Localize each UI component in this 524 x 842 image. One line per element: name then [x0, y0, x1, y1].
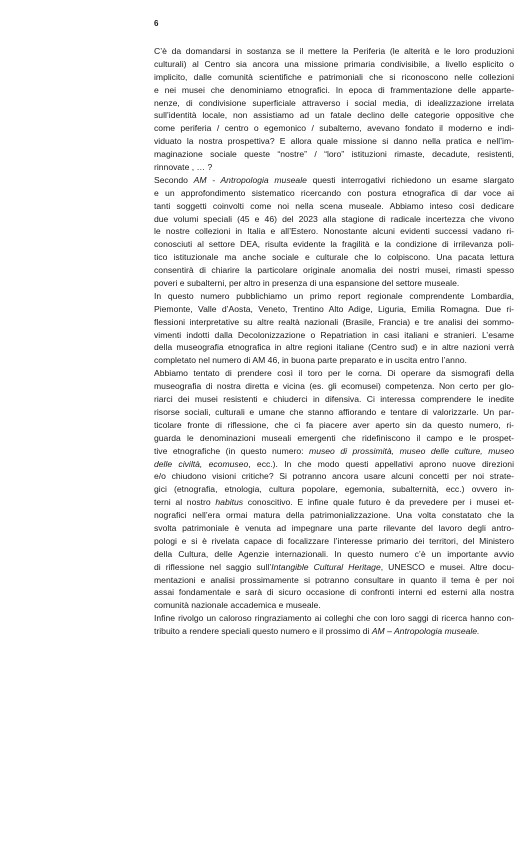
text-line: pologi e si è rivelata capace di focalizzare l’interesse primario dei territori, del Ministero [154, 535, 514, 546]
text-line: delle civiltà, ecomuseo, ecc.). In che modo questi appellativi aprono nuove direzioni [154, 458, 514, 469]
text-line: poveri e subalterni, per altro in presenza di una espansione del settore museale. [154, 278, 460, 289]
page-number: 6 [154, 19, 159, 28]
text-line: guarda le denominazioni museali emergenti che ridefiniscono il campo e le prospet- [154, 432, 514, 443]
text-line: di riflessione nel saggio sull’Intangible Cultural Heritage, UNESCO e musei. Altre docu- [154, 561, 514, 572]
text-line: maginazione sociale queste “nostre” / “loro” istituzioni rimaste, decadute, resistenti, [154, 149, 514, 160]
text-line: tive etnografiche (in questo numero: museo di prossimità, museo delle culture, museo [154, 445, 514, 456]
text-line: e/o chiudono visioni critiche? Si potranno ancora usare alcuni concetti per noi strate- [154, 471, 514, 482]
text-line: C’è da domandarsi in sostanza se il mettere la Periferia (le alterità e le loro produzioni [154, 46, 514, 56]
text-line: completato nel numero di AM 46, in buona parte preparato e in uscita entro l’anno. [154, 355, 467, 366]
text-line: Infine rivolgo un caloroso ringraziamento ai colleghi che con loro saggi di ricerca hanno con- [154, 613, 514, 624]
text-line: comunità nazionale accademica e museale. [154, 600, 321, 611]
text-line: Piemonte, Valle d’Aosta, Veneto, Trentino Alto Adige, Liguria, Emilia Romagna. Due ri- [154, 303, 514, 314]
text-line: assai fondamentale e sarà di sicuro occasione di confronti interni ed esterni alla nostra [154, 587, 514, 598]
text-line: viduato la nostra prospettiva? E allora quale missione si danno nella pratica e nell’im- [154, 136, 514, 147]
text-line: Secondo AM - Antropologia museale questi interrogativi richiedono un esame slargato [154, 174, 514, 185]
text-line: museografia di nostra diretta e vicina (es. gli ecomusei) competenza. Non certo per glo- [154, 381, 514, 392]
text-line: flessioni interpretative su altre realtà nazionali (Brasile, Francia) e tre analisi dei sommo- [154, 316, 514, 327]
text-line: svolta patrimoniale è venuta ad impegnare una parte rilevante del lavoro degli antro- [154, 522, 514, 533]
text-line: conosciuti al settore DEA, risulta evidente la fragilità e la condizione di irrilevanza poli- [154, 239, 514, 250]
text-line: della Cultura, delle Agenzie internazionali. In questo numero c’è un importante avvio [154, 548, 514, 559]
editorial-text [154, 45, 514, 638]
text-line: gici (etnografia, etnologia, cultura popolare, egemonia, subalternità, ecc.) ovvero in- [154, 484, 514, 495]
text-line: come periferia / centro o egemonico / subalterno, avevano fondato il moderno e indi- [154, 123, 514, 134]
text-line: implicito, dalle comunità scientifiche e patrimoniali che si riconoscono nelle collezioni [154, 71, 514, 82]
text-line: vimenti indotti dalla Decolonizzazione o Repatriation in casi italiani e stranieri. L’esame [154, 329, 514, 340]
text-line: le nostre collezioni in Italia e all’Estero. Nonostante alcuni evidenti successi vadano ri- [154, 226, 514, 237]
text-line: due volumi speciali (45 e 46) del 2023 alla stagione di radicale incertezza che vivono [154, 213, 514, 224]
text-line: ticolare fronte di riflessione, che ci fa piacere aver aperto sin da questo numero, ri- [154, 419, 514, 430]
text-line: tribuito a rendere speciali questo numero e il prossimo di AM – Antropologia museale. [154, 626, 480, 637]
text-line: riarci dei musei resistenti e chiuderci in difensiva. Ci interessa comprendere le inedite [154, 394, 514, 405]
text-line: e un approfondimento sistematico ricercando con postura etnografica di dar voce ai [154, 187, 514, 198]
text-line: In questo numero pubblichiamo un primo report regionale comprendente Lombardia, [154, 290, 514, 301]
text-line: terni al nostro habitus conoscitivo. E infine quale futuro è da prevedere per i musei et- [154, 497, 514, 508]
text-line: e nei musei che denominiamo etnografici. In epoca di frammentazione delle apparte- [154, 84, 514, 95]
text-line: mentazioni e analisi prossimamente si potranno consultare in quanto il tema è per noi [154, 574, 514, 585]
text-line: della museografia etnografica in altre regioni italiane (Centro sud) e in altre nazioni verrà [154, 342, 514, 353]
text-line: tico istituzionale ma anche sociale e culturale che lo colpiscono. Una pacata lettura [154, 252, 514, 263]
text-line: consentirà di chiarire la particolare originale anomalia dei nostri musei, rimasti spesso [154, 265, 514, 276]
text-line: Abbiamo tentato di prendere così il toro per le corna. Di operare da sismografi della [154, 368, 514, 379]
text-line: tanti soggetti coinvolti come noi nella scena museale. Abbiamo inteso così dedicare [154, 200, 514, 211]
text-line: nenze, di condivisione superficiale attraverso i social media, di idealizzazione irrelata [154, 97, 514, 108]
text-line: risorse sociali, culturali e umane che stanno affiorando e tentare di valorizzarle. Un par- [154, 406, 514, 417]
text-line: sull’identità locale, non assistiamo ad un fatale declino delle categorie oppositive che [154, 110, 514, 121]
text-line: rinnovate , … ? [154, 162, 213, 173]
text-line: culturali) al Centro sia ancora una missione primaria condivisibile, a livello esplicito o [154, 58, 514, 69]
text-line: nografici nell’era ormai matura della patrimonializzazione. Una volta constatato che la [154, 510, 514, 521]
